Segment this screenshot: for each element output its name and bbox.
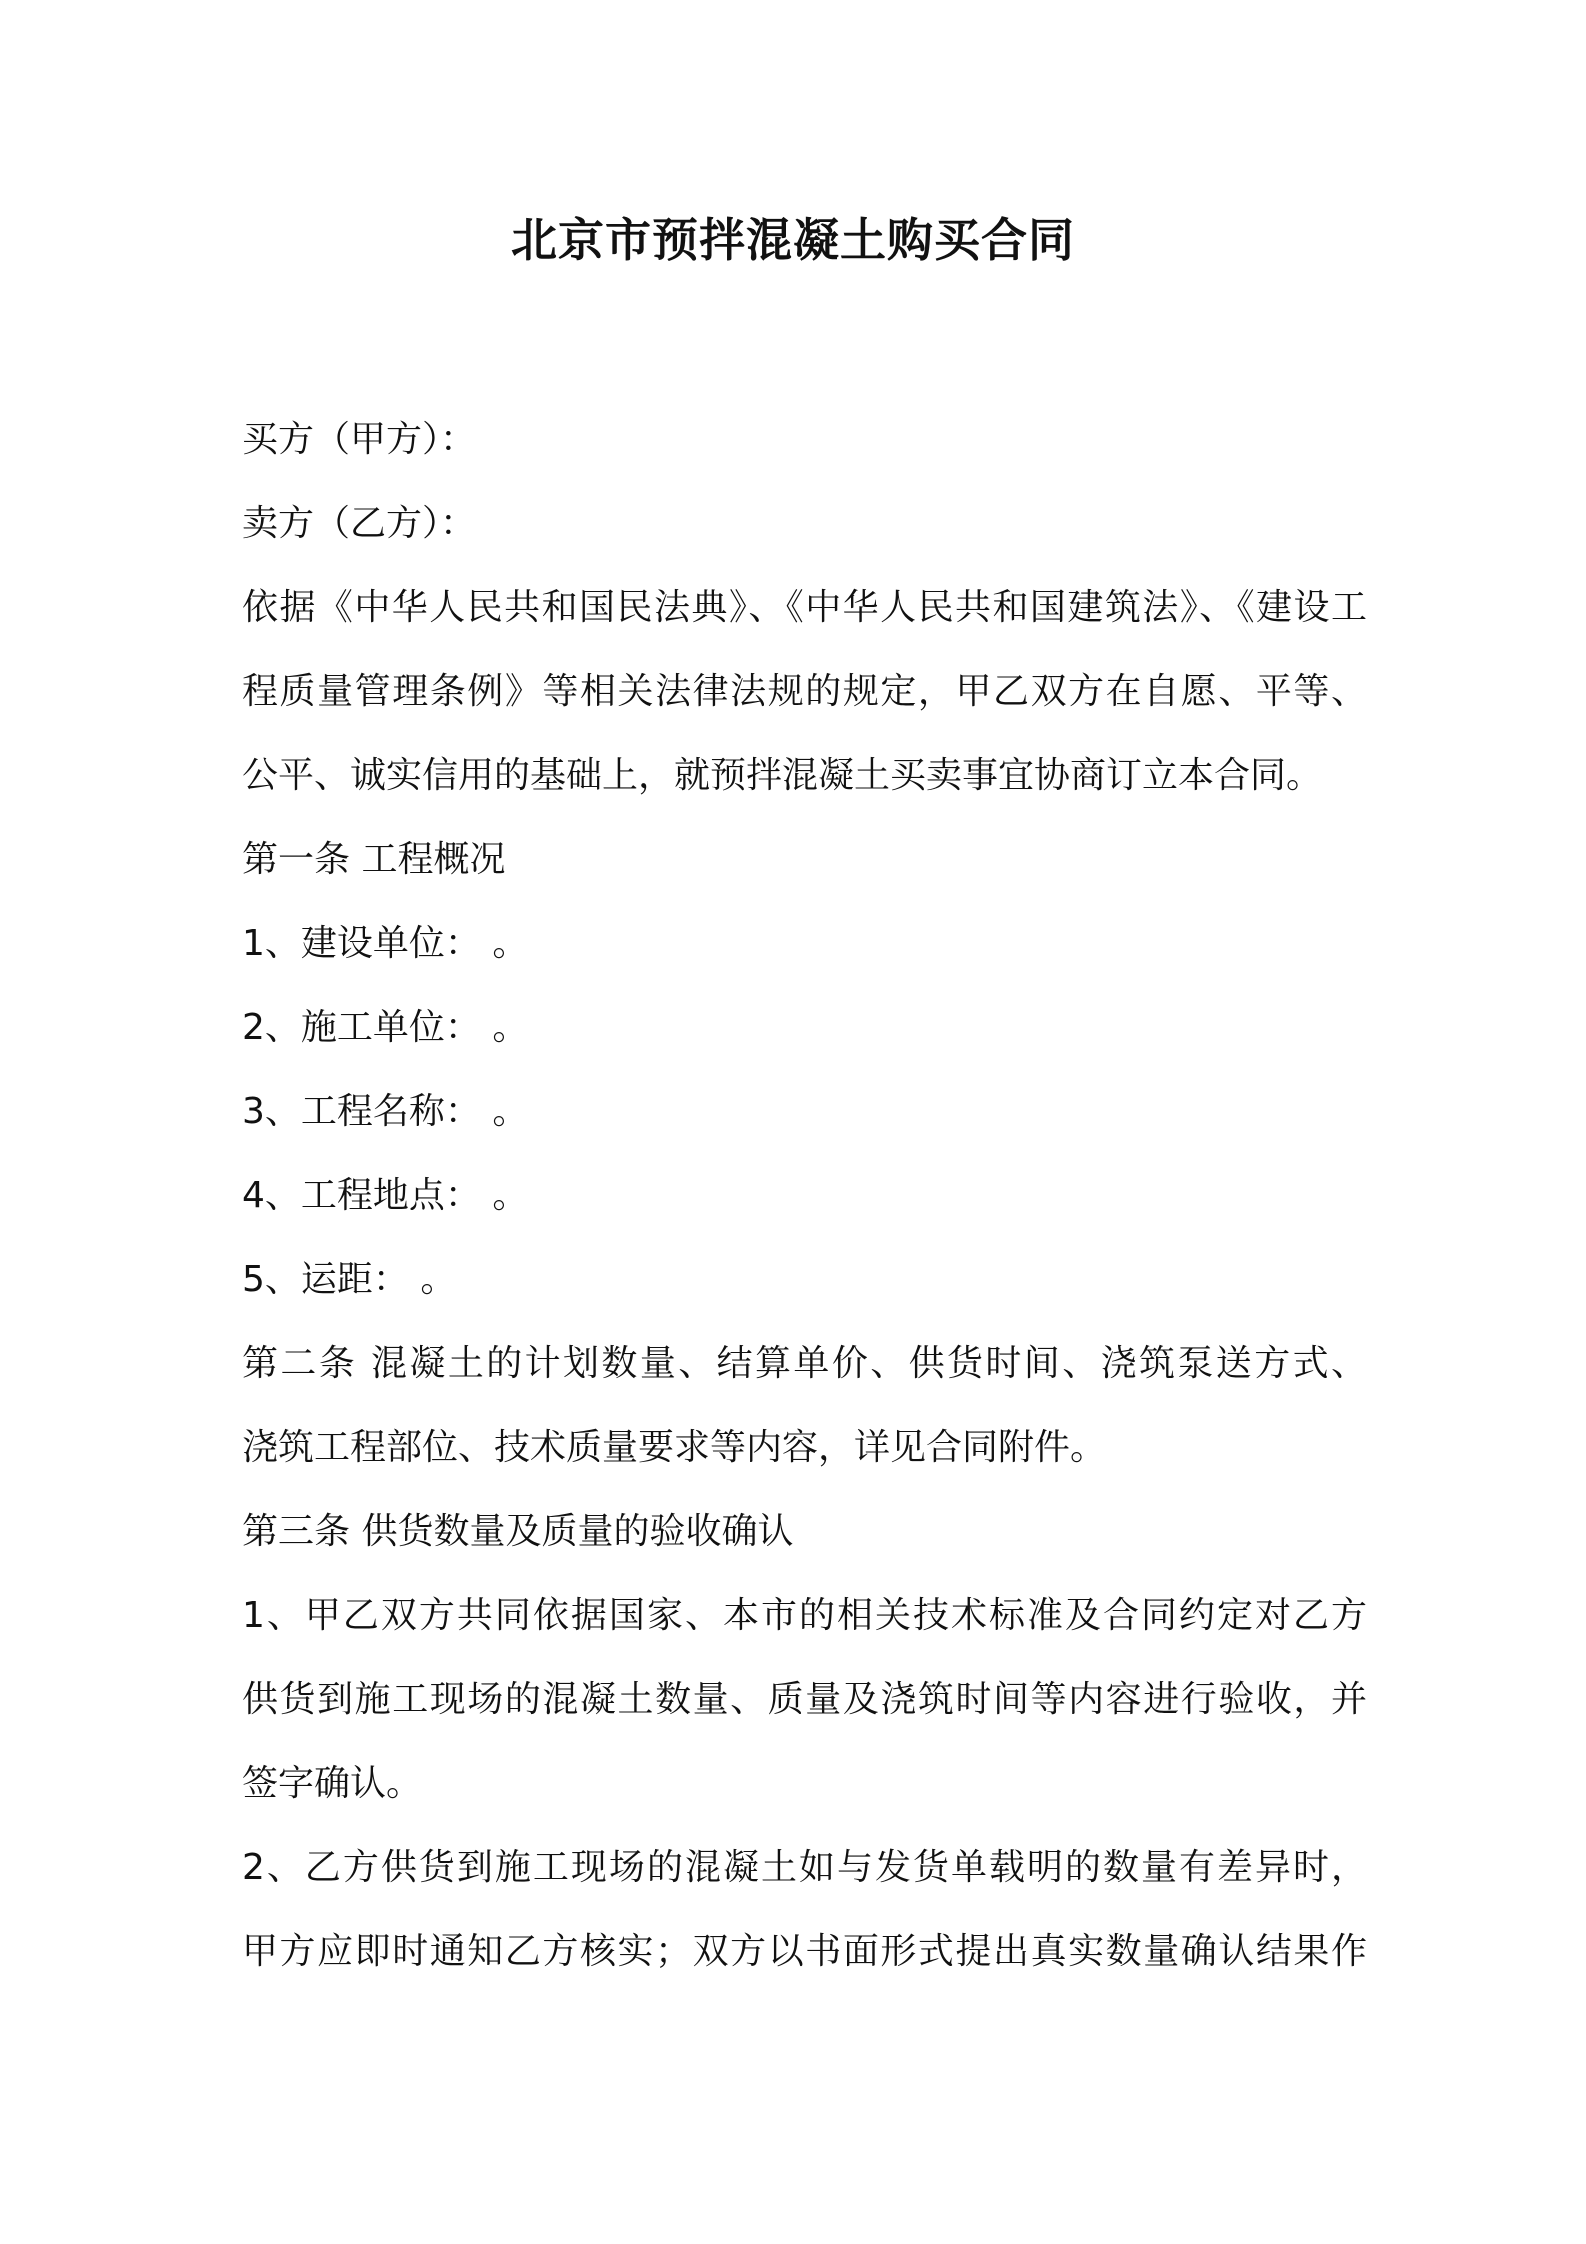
contract-body — [242, 398, 1367, 1994]
text-line: 2、施工单位： 。 — [242, 1007, 529, 1048]
text-line: 买方（甲方）： — [242, 419, 477, 460]
text-line: 甲方应即时通知乙方核实；双方以书面形式提出真实数量确认结果作 — [242, 1931, 1367, 1972]
text-line: 供货到施工现场的混凝土数量、质量及浇筑时间等内容进行验收，并 — [242, 1679, 1367, 1720]
text-line: 4、工程地点： 。 — [242, 1175, 529, 1216]
text-line: 1、建设单位： 。 — [242, 923, 529, 964]
section-heading: 第三条 供货数量及质量的验收确认 — [242, 1511, 794, 1552]
text-line: 公平、诚实信用的基础上，就预拌混凝土买卖事宜协商订立本合同。 — [242, 755, 1323, 796]
text-line: 3、工程名称： 。 — [242, 1091, 529, 1132]
text-line: 程质量管理条例》等相关法律法规的规定，甲乙双方在自愿、平等、 — [242, 671, 1367, 712]
text-line: 1、甲乙双方共同依据国家、本市的相关技术标准及合同约定对乙方 — [242, 1595, 1367, 1636]
section-heading: 第二条 混凝土的计划数量、结算单价、供货时间、浇筑泵送方式、 — [242, 1343, 1367, 1384]
text-line: 签字确认。 — [242, 1763, 423, 1804]
text-line: 2、乙方供货到施工现场的混凝土如与发货单载明的数量有差异时， — [242, 1847, 1367, 1888]
document-title: 北京市预拌混凝土购买合同 — [511, 213, 1075, 267]
section-heading: 第一条 工程概况 — [242, 839, 506, 880]
text-line: 5、运距： 。 — [242, 1259, 457, 1300]
text-line: 依据《中华人民共和国民法典》、《中华人民共和国建筑法》、《建设工 — [242, 587, 1367, 628]
text-line: 卖方（乙方）： — [242, 503, 477, 544]
text-line: 浇筑工程部位、技术质量要求等内容，详见合同附件。 — [242, 1427, 1107, 1468]
